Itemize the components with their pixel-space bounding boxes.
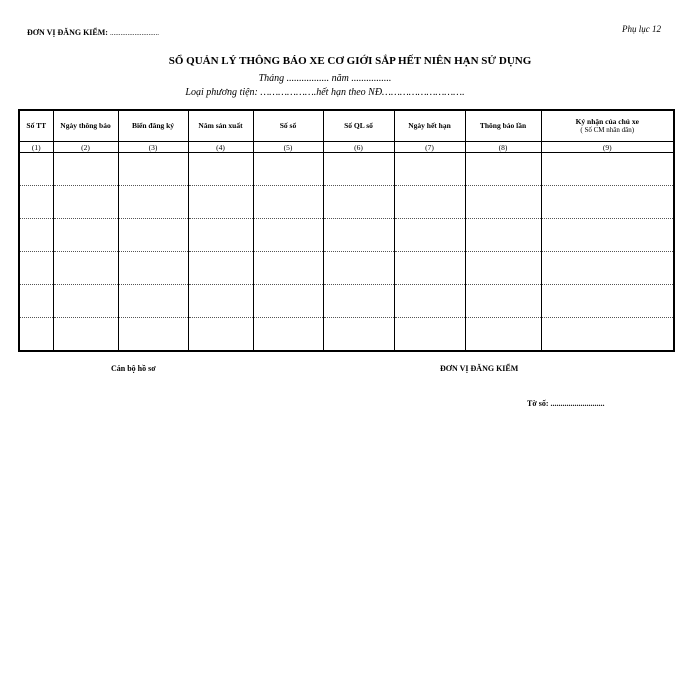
column-number: (3) — [118, 142, 188, 153]
table-cell — [394, 186, 465, 219]
column-header-plate: Biển đăng ký — [118, 110, 188, 142]
table-cell — [53, 285, 118, 318]
table-cell — [541, 186, 674, 219]
register-table — [18, 109, 675, 352]
column-header-book-number: Số sổ — [253, 110, 323, 142]
column-header-owner-signature: Ký nhận của chủ xe ( Số CM nhân dân) — [541, 110, 674, 142]
table-cell — [188, 252, 253, 285]
table-cell — [465, 153, 541, 186]
column-header-notice-date: Ngày thông báo — [53, 110, 118, 142]
table-cell — [465, 285, 541, 318]
table-cell — [53, 318, 118, 352]
table-cell — [53, 186, 118, 219]
table-cell — [394, 153, 465, 186]
column-number: (5) — [253, 142, 323, 153]
table-cell — [394, 285, 465, 318]
column-header-year: Năm sản xuất — [188, 110, 253, 142]
table-cell — [118, 318, 188, 352]
month-year-line: Tháng ................. năm ................ — [258, 73, 392, 84]
table-cell — [323, 252, 394, 285]
table-cell — [53, 252, 118, 285]
document-title: SỔ QUẢN LÝ THÔNG BÁO XE CƠ GIỚI SẮP HẾT NIÊN HẠN SỬ DỤNG — [168, 55, 532, 67]
table-cell — [253, 285, 323, 318]
table-row — [19, 153, 674, 186]
table-cell — [19, 153, 53, 186]
table-cell — [19, 285, 53, 318]
column-header-owner-signature-note: ( Số CM nhân dân) — [580, 126, 635, 134]
column-number: (7) — [394, 142, 465, 153]
inspection-unit-signature: ĐƠN VỊ ĐĂNG KIỂM — [440, 364, 519, 373]
table-row — [19, 219, 674, 252]
table-cell — [465, 186, 541, 219]
records-officer-signature: Cán bộ hồ sơ — [111, 364, 156, 373]
table-cell — [118, 219, 188, 252]
column-number: (2) — [53, 142, 118, 153]
table-cell — [53, 153, 118, 186]
column-number: (8) — [465, 142, 541, 153]
column-number: (9) — [541, 142, 674, 153]
inspection-unit-text: ĐƠN VỊ ĐĂNG KIỂM: — [27, 28, 108, 37]
table-cell — [118, 285, 188, 318]
table-cell — [53, 219, 118, 252]
column-header-index: Số TT — [19, 110, 53, 142]
table-cell — [118, 153, 188, 186]
inspection-unit-blank: ............................ — [109, 29, 159, 37]
table-cell — [188, 285, 253, 318]
table-cell — [323, 186, 394, 219]
table-cell — [541, 219, 674, 252]
column-header-notice-count: Thông báo lần — [465, 110, 541, 142]
table-cell — [541, 318, 674, 352]
table-cell — [541, 285, 674, 318]
header-row — [19, 110, 674, 142]
table-cell — [188, 219, 253, 252]
table-cell — [118, 186, 188, 219]
table-cell — [394, 219, 465, 252]
table-cell — [394, 252, 465, 285]
sheet-number: Tờ số: ........................... — [527, 399, 605, 408]
table-row — [19, 252, 674, 285]
table-cell — [253, 219, 323, 252]
inspection-unit-label — [27, 28, 159, 37]
appendix-label: Phụ lục 12 — [622, 24, 661, 34]
column-number-row — [19, 142, 674, 153]
table-cell — [253, 153, 323, 186]
table-cell — [323, 219, 394, 252]
table-cell — [188, 318, 253, 352]
table-row — [19, 318, 674, 352]
table-cell — [323, 285, 394, 318]
table-cell — [465, 219, 541, 252]
table-cell — [19, 318, 53, 352]
table-cell — [253, 252, 323, 285]
table-cell — [465, 318, 541, 352]
table-cell — [253, 186, 323, 219]
table-cell — [188, 153, 253, 186]
table-cell — [541, 153, 674, 186]
table-cell — [19, 219, 53, 252]
table-cell — [253, 318, 323, 352]
table-cell — [19, 252, 53, 285]
table-cell — [394, 318, 465, 352]
table-cell — [188, 186, 253, 219]
column-header-book-management-number: Số QL sổ — [323, 110, 394, 142]
vehicle-type-line: Loại phương tiện: ……………….hết hạn theo NĐ………………………. — [185, 87, 465, 98]
table-cell — [323, 318, 394, 352]
table-cell — [541, 252, 674, 285]
column-number: (6) — [323, 142, 394, 153]
table-cell — [19, 186, 53, 219]
column-number: (4) — [188, 142, 253, 153]
table-cell — [323, 153, 394, 186]
table-row — [19, 186, 674, 219]
table-cell — [465, 252, 541, 285]
table-cell — [118, 252, 188, 285]
table-row — [19, 285, 674, 318]
column-number: (1) — [19, 142, 53, 153]
column-header-expiry-date: Ngày hết hạn — [394, 110, 465, 142]
